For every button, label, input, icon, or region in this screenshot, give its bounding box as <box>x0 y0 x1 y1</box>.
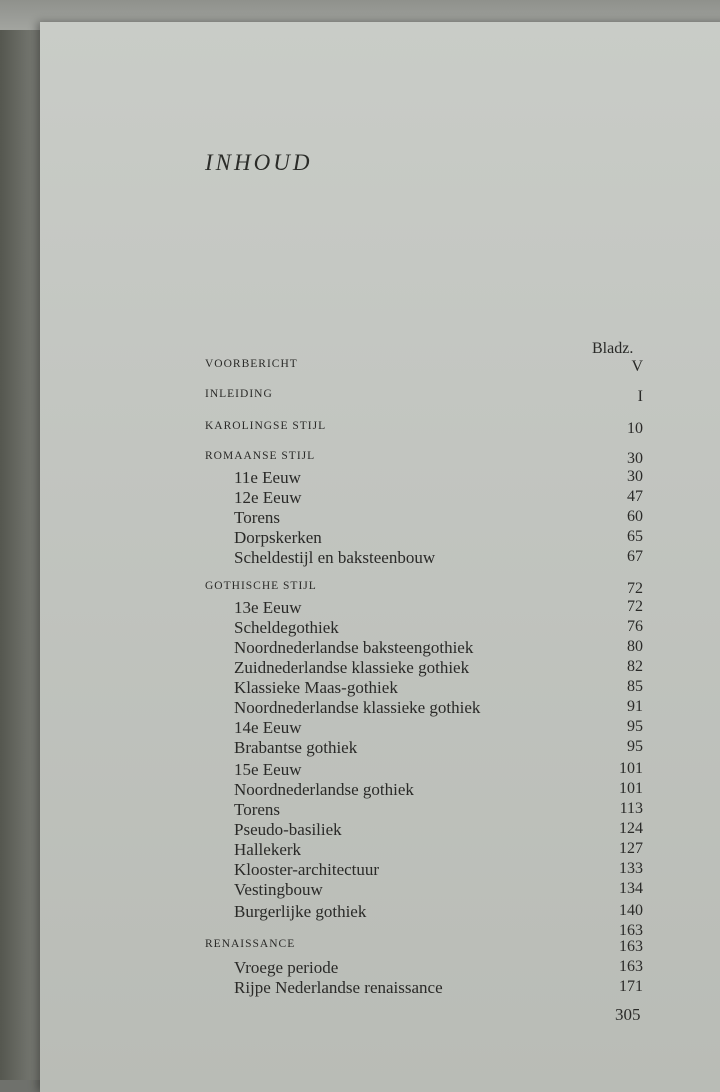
toc-subsection-entry <box>0 488 720 508</box>
toc-entry-page: I <box>637 388 643 405</box>
toc-entry-label: Burgerlijke gothiek <box>234 902 367 921</box>
toc-entry-page: 127 <box>619 840 643 857</box>
toc-entry-label: Torens <box>234 508 281 527</box>
toc-subsection-entry <box>0 678 720 698</box>
toc-subsection-entry <box>0 718 720 738</box>
toc-subsection-entry <box>0 780 720 800</box>
toc-entry-page: 101 <box>619 780 643 797</box>
toc-entry-page: 65 <box>627 528 643 545</box>
toc-subsection-entry <box>0 902 720 922</box>
toc-subsection-entry <box>0 638 720 658</box>
toc-entry-label: Hallekerk <box>234 840 302 859</box>
toc-entry-label: Scheldestijl en baksteenbouw <box>234 548 436 567</box>
toc-subsection-entry <box>0 528 720 548</box>
toc-entry-page: 95 <box>627 738 643 755</box>
toc-entry-page: 95 <box>627 718 643 735</box>
toc-entry-page: 134 <box>619 880 643 897</box>
toc-entry-page: V <box>631 358 643 375</box>
toc-subsection-entry <box>0 698 720 718</box>
toc-entry-page: 82 <box>627 658 643 675</box>
page-number: 305 <box>615 1005 641 1024</box>
toc-entry-page: 72 <box>627 598 643 615</box>
toc-entry-label: 14e Eeuw <box>234 718 302 737</box>
toc-entry-label: Noordnederlandse baksteengothiek <box>234 638 474 657</box>
toc-entry-page: 30 <box>627 450 643 467</box>
toc-subsection-entry <box>0 978 720 998</box>
toc-entry-label: Dorpskerken <box>234 528 322 547</box>
toc-subsection-entry <box>0 840 720 860</box>
toc-entry-page: 91 <box>627 698 643 715</box>
toc-entry-label: Vroege periode <box>234 958 339 977</box>
toc-entry-page: 124 <box>619 820 643 837</box>
toc-entry-page: 101 <box>619 760 643 777</box>
toc-entry-label: 13e Eeuw <box>234 598 302 617</box>
toc-entry-label: Noordnederlandse klassieke gothiek <box>234 698 481 717</box>
toc-entry-label: Scheldegothiek <box>234 618 339 637</box>
toc-entry-page: 171 <box>619 978 643 995</box>
toc-subsection-entry <box>0 468 720 488</box>
toc-entry-label: Klooster-architectuur <box>234 860 380 879</box>
toc-subsection-entry <box>0 658 720 678</box>
toc-subsection-entry <box>0 760 720 780</box>
toc-subsection-entry <box>0 738 720 758</box>
toc-entry-label: Zuidnederlandse klassieke gothiek <box>234 658 470 677</box>
toc-entry-label: 12e Eeuw <box>234 488 302 507</box>
toc-subsection-entry <box>0 958 720 978</box>
toc-entry-label: Vestingbouw <box>234 880 323 899</box>
toc-subsection-entry <box>0 880 720 900</box>
toc-entry-label: Torens <box>234 800 281 819</box>
toc-entry-label: VOORBERICHT <box>205 358 298 370</box>
toc-entry-label: Klassieke Maas-gothiek <box>234 678 398 697</box>
toc-entry-label: Noordnederlandse gothiek <box>234 780 414 799</box>
toc-section-entry <box>0 450 720 470</box>
toc-entry-page: 113 <box>619 800 643 817</box>
page-column-header: Bladz. <box>592 340 634 357</box>
toc-subsection-entry <box>0 800 720 820</box>
toc-entry-label: RENAISSANCE <box>205 938 296 950</box>
toc-entry-label: 15e Eeuw <box>234 760 302 779</box>
toc-subsection-entry <box>0 548 720 568</box>
toc-subsection-entry <box>0 618 720 638</box>
page-title: INHOUD <box>205 150 313 175</box>
toc-entry-page: 140 <box>619 902 643 919</box>
toc-section-entry <box>0 388 720 408</box>
toc-section-entry <box>0 358 720 378</box>
toc-subsection-entry <box>0 508 720 528</box>
toc-entry-label: INLEIDING <box>205 388 273 400</box>
toc-entry-page: 30 <box>627 468 643 485</box>
toc-entry-label: ROMAANSE STIJL <box>205 450 316 462</box>
toc-entry-page: 133 <box>619 860 643 877</box>
toc-subsection-entry <box>0 820 720 840</box>
toc-entry-page: 163 <box>619 922 643 939</box>
toc-entry-page: 76 <box>627 618 643 635</box>
toc-entry-label: Brabantse gothiek <box>234 738 358 757</box>
toc-entry-page: 80 <box>627 638 643 655</box>
toc-entry-page: 72 <box>627 580 643 597</box>
toc-entry-page: 10 <box>627 420 643 437</box>
toc-section-entry <box>0 580 720 600</box>
toc-entry-label: 11e Eeuw <box>234 468 301 487</box>
toc-entry-page: 60 <box>627 508 643 525</box>
toc-entry-page: 47 <box>627 488 643 505</box>
toc-entry-label: GOTHISCHE STIJL <box>205 580 317 592</box>
toc-entry-page: 67 <box>627 548 643 565</box>
toc-entry-label: KAROLINGSE STIJL <box>205 420 327 432</box>
toc-entry-label: Pseudo-basiliek <box>234 820 342 839</box>
toc-subsection-entry <box>0 598 720 618</box>
toc-subsection-entry <box>0 860 720 880</box>
toc-entry-page: 85 <box>627 678 643 695</box>
toc-section-entry <box>0 420 720 440</box>
toc-entry-page: 163 <box>619 938 643 955</box>
toc-section-entry <box>0 938 720 958</box>
toc-entry-label: Rijpe Nederlandse renaissance <box>234 978 443 997</box>
toc-entry-page: 163 <box>619 958 643 975</box>
